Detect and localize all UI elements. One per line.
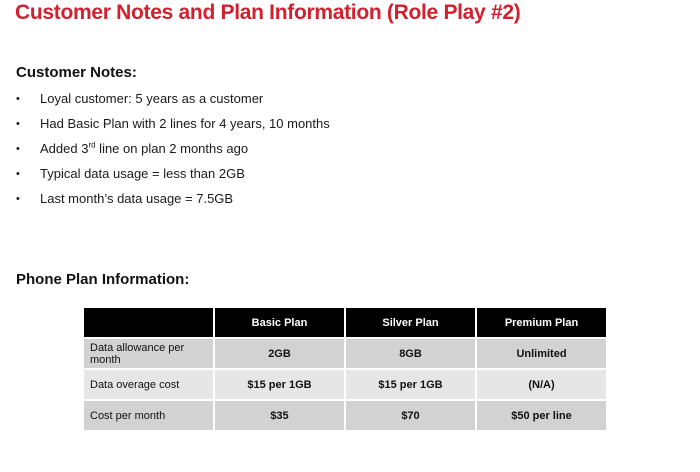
bullet-icon: • xyxy=(16,193,20,205)
list-item xyxy=(16,163,330,188)
customer-notes-list xyxy=(16,88,330,213)
list-item xyxy=(16,88,330,113)
column-header-basic-plan: Basic Plan xyxy=(215,308,344,337)
column-header-premium-plan: Premium Plan xyxy=(477,308,606,337)
table-cell: $35 xyxy=(215,401,344,430)
table-row xyxy=(84,401,606,430)
table-cell: $15 per 1GB xyxy=(346,370,475,399)
table-cell: 2GB xyxy=(215,339,344,368)
plan-comparison-table xyxy=(82,306,608,432)
table-header-row xyxy=(84,308,606,337)
customer-notes-heading: Customer Notes: xyxy=(16,64,137,81)
list-item xyxy=(16,113,330,138)
bullet-icon: • xyxy=(16,143,20,155)
note-text: Had Basic Plan with 2 lines for 4 years, 10 months xyxy=(40,116,330,131)
row-label: Data overage cost xyxy=(84,370,213,399)
note-text: Last month’s data usage = 7.5GB xyxy=(40,191,234,206)
ordinal-suffix: rd xyxy=(88,140,96,150)
note-text: Loyal customer: 5 years as a customer xyxy=(40,91,264,106)
bullet-icon: • xyxy=(16,93,20,105)
list-item xyxy=(16,188,330,213)
phone-plan-heading: Phone Plan Information: xyxy=(16,271,190,288)
note-text-before: Added 3 xyxy=(40,141,89,156)
row-label: Data allowance per month xyxy=(84,339,213,368)
note-text: Typical data usage = less than 2GB xyxy=(40,166,245,181)
table-row xyxy=(84,339,606,368)
list-item xyxy=(16,138,330,163)
note-text xyxy=(40,141,248,156)
page-title: Customer Notes and Plan Information (Role Play #2) xyxy=(15,1,521,24)
table-row xyxy=(84,370,606,399)
bullet-icon: • xyxy=(16,118,20,130)
table-cell: $70 xyxy=(346,401,475,430)
table-cell: (N/A) xyxy=(477,370,606,399)
table-cell: $50 per line xyxy=(477,401,606,430)
column-header-blank xyxy=(84,308,213,337)
table-cell: Unlimited xyxy=(477,339,606,368)
row-label: Cost per month xyxy=(84,401,213,430)
table-cell: 8GB xyxy=(346,339,475,368)
column-header-silver-plan: Silver Plan xyxy=(346,308,475,337)
note-text-after: line on plan 2 months ago xyxy=(95,141,249,156)
bullet-icon: • xyxy=(16,168,20,180)
table-cell: $15 per 1GB xyxy=(215,370,344,399)
